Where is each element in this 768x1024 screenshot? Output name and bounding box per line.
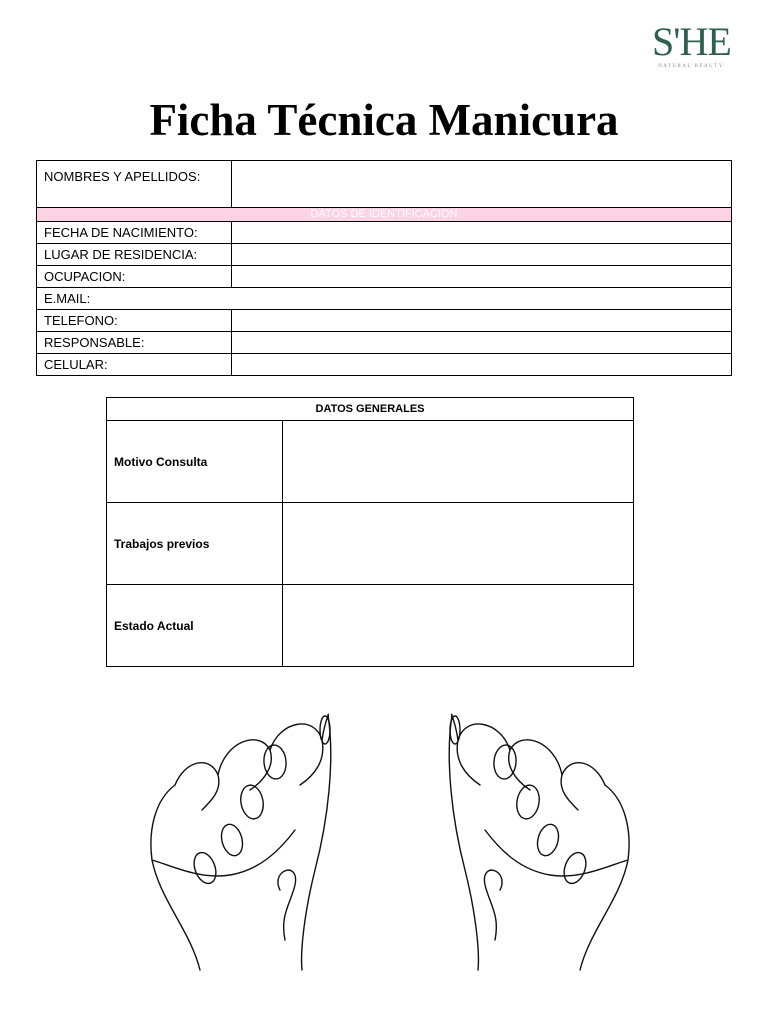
table-row [37, 332, 732, 354]
hands-outline-illustration [130, 700, 650, 980]
field-label: NOMBRES Y APELLIDOS: [37, 161, 232, 208]
field-value-birthdate[interactable] [232, 222, 732, 244]
field-label: TELEFONO: [37, 310, 232, 332]
right-hand-icon [449, 714, 629, 970]
table-row [37, 244, 732, 266]
section-band [37, 208, 732, 222]
field-label: RESPONSABLE: [37, 332, 232, 354]
table-header: DATOS GENERALES [107, 398, 634, 421]
table-row [107, 421, 634, 503]
field-label: CELULAR: [37, 354, 232, 376]
field-value-previous-work[interactable] [283, 503, 634, 585]
table-row [37, 310, 732, 332]
table-row [107, 585, 634, 667]
identification-table [36, 160, 732, 376]
field-label: FECHA DE NACIMIENTO: [37, 222, 232, 244]
general-data-table [106, 397, 634, 667]
field-value-cellphone[interactable] [232, 354, 732, 376]
table-header-row [107, 398, 634, 421]
field-label: Estado Actual [107, 585, 283, 667]
brand-logo [652, 19, 731, 74]
table-row [37, 161, 732, 208]
field-label: OCUPACION: [37, 266, 232, 288]
table-row [107, 503, 634, 585]
field-value-residence[interactable] [232, 244, 732, 266]
page-title: Ficha Técnica Manicura [149, 95, 619, 145]
table-row [37, 288, 732, 310]
field-value-responsible[interactable] [232, 332, 732, 354]
table-row [37, 222, 732, 244]
field-value-phone[interactable] [232, 310, 732, 332]
logo-subtext: NATURAL BEAUTY [658, 64, 724, 69]
table-row [37, 266, 732, 288]
field-label: Trabajos previos [107, 503, 283, 585]
field-value-names[interactable] [232, 161, 732, 208]
field-value-current-state[interactable] [283, 585, 634, 667]
field-label-email[interactable]: E.MAIL: [37, 288, 732, 310]
table-row [37, 354, 732, 376]
section-band-label: DATOS DE IDENTIFICACION [37, 208, 732, 222]
logo-mark: S'HE [652, 19, 731, 64]
field-label: Motivo Consulta [107, 421, 283, 503]
field-label: LUGAR DE RESIDENCIA: [37, 244, 232, 266]
field-value-reason[interactable] [283, 421, 634, 503]
left-hand-icon [151, 714, 331, 970]
field-value-occupation[interactable] [232, 266, 732, 288]
